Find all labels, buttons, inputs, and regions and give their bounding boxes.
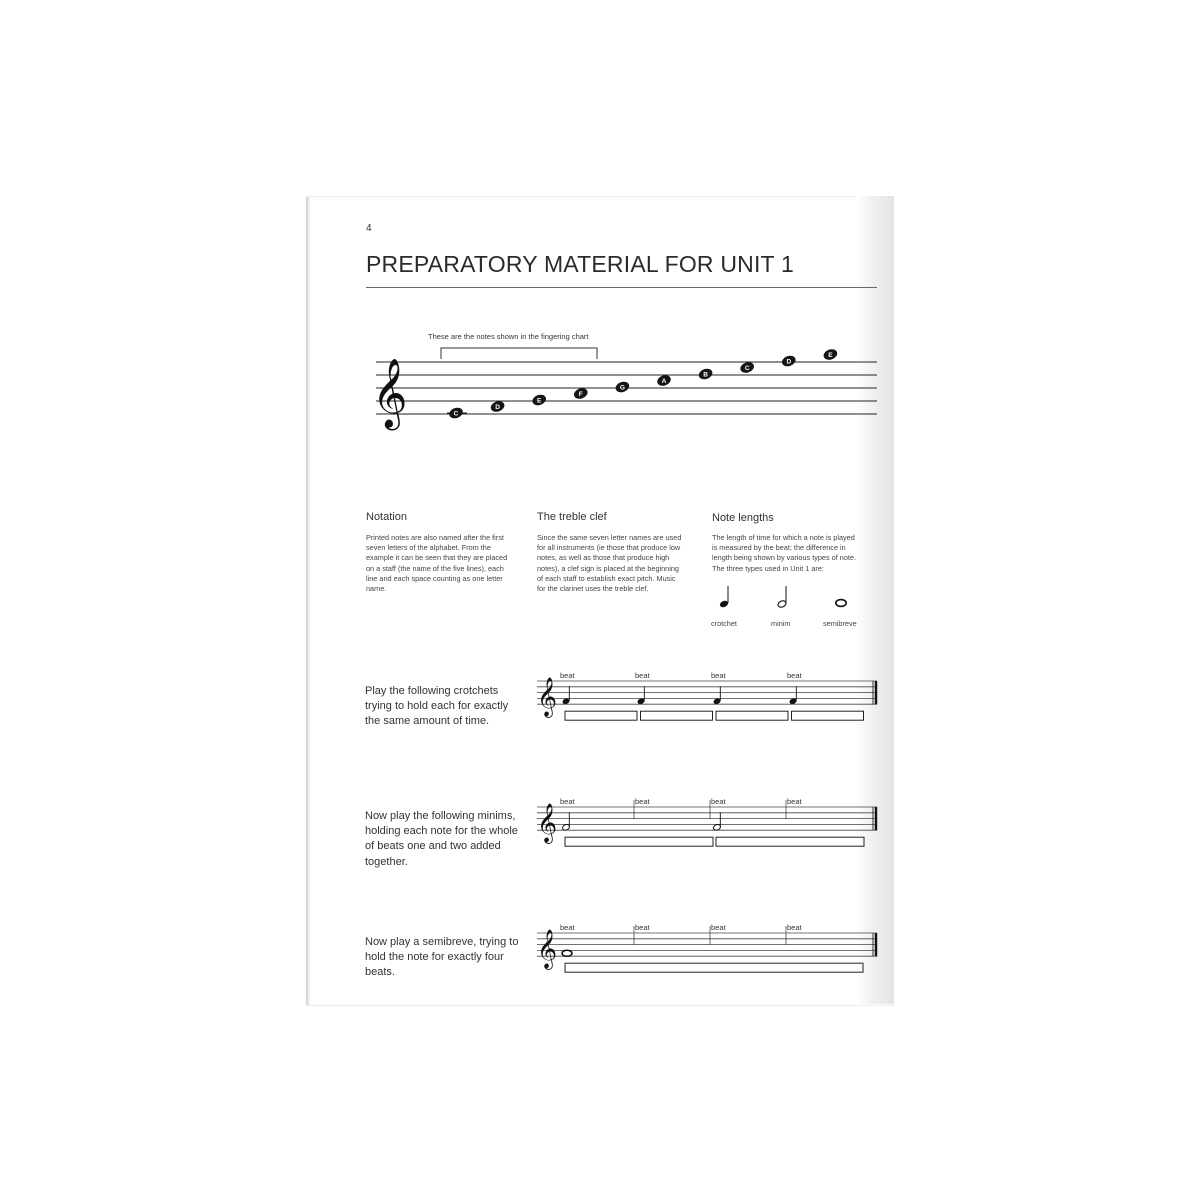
column-text-line: The length of time for which a note is played	[712, 533, 855, 542]
column-heading: Notation	[366, 511, 407, 523]
minim-note	[562, 812, 571, 831]
beat-label: beat	[635, 671, 650, 680]
duration-box	[716, 711, 788, 720]
beat-label: beat	[560, 923, 575, 932]
column-text-line: name.	[366, 584, 387, 594]
beat-label: beat	[560, 671, 575, 680]
column-text-line: for all instruments (ie those that produce low	[537, 543, 681, 553]
exercise-text-line: Now play the following minims,	[365, 810, 516, 822]
treble-clef-icon: 𝄞	[537, 929, 558, 970]
crotchet-note	[789, 686, 798, 705]
duration-box	[565, 711, 637, 720]
exercise-text-line: the same amount of time.	[365, 715, 490, 728]
exercise-staff	[537, 671, 877, 720]
scale-note-letter: E	[537, 397, 542, 405]
treble-clef-icon: 𝄞	[537, 803, 558, 844]
scale-note-letter: D	[786, 358, 792, 366]
beat-label: beat	[787, 797, 802, 806]
beat-label: beat	[560, 797, 575, 806]
column-text-line: line and each space counting as one letter	[366, 573, 503, 583]
crotchet-note	[562, 686, 571, 705]
column-heading: The treble clef	[537, 511, 607, 523]
exercise-text-line: hold the note for exactly four	[365, 951, 504, 964]
column-text-line: of each staff to establish exact pitch. Music	[537, 573, 676, 583]
exercise-text-line: Play the following crotchets	[365, 685, 499, 697]
column-text-line: for the clarinet uses the treble clef.	[537, 584, 649, 594]
crotchet-note	[713, 686, 722, 705]
exercise-text-line: Now play a semibreve, trying to	[365, 936, 519, 948]
note-type-label: crotchet	[711, 619, 737, 628]
column-text-line: notes), a clef sign is placed at the beginning	[537, 563, 679, 573]
beat-label: beat	[711, 923, 726, 932]
column-text-line: Printed notes are also named after the first	[366, 533, 504, 542]
scale-note-letter: B	[703, 371, 708, 379]
column-text-line: is measured by the beat; the difference in	[712, 543, 846, 553]
note-type-label: minim	[771, 619, 791, 628]
duration-box	[565, 837, 713, 846]
beat-label: beat	[787, 671, 802, 680]
page-number: 4	[366, 223, 372, 234]
exercise-staff	[537, 923, 877, 972]
beat-label: beat	[787, 923, 802, 932]
beat-label: beat	[635, 797, 650, 806]
column-text-line: on a staff (the name of the five lines), each	[366, 563, 504, 573]
column-text-line: Since the same seven letter names are used	[537, 533, 682, 542]
column-text-line: length being shown by various types of note.	[712, 553, 857, 563]
duration-box	[716, 837, 864, 846]
minim-note	[713, 812, 722, 831]
column-text-line: notes, as well as those that produce high	[537, 553, 670, 563]
duration-box	[792, 711, 864, 720]
exercise-text-line: together.	[365, 855, 408, 868]
treble-clef-icon: 𝄞	[537, 677, 558, 718]
scale-note-letter: C	[453, 410, 459, 418]
page-title: PREPARATORY MATERIAL FOR UNIT 1	[366, 251, 794, 277]
exercise-text-line: beats.	[365, 966, 395, 979]
exercise-text-line: trying to hold each for exactly	[365, 700, 509, 713]
exercise-text-line: of beats one and two added	[365, 840, 501, 853]
bracket-caption: These are the notes shown in the fingering chart	[428, 332, 589, 341]
scale-note-letter: D	[495, 403, 500, 411]
scale-note-letter: F	[578, 390, 583, 398]
scale-note-letter: C	[744, 364, 750, 372]
semibreve-note	[562, 950, 572, 956]
beat-label: beat	[711, 671, 726, 680]
exercise-staff	[537, 797, 877, 846]
treble-clef-icon: 𝄞	[372, 358, 408, 428]
beat-label: beat	[635, 923, 650, 932]
scale-note-letter: E	[828, 351, 833, 359]
column-text-line: seven letters of the alphabet. From the	[366, 543, 491, 553]
crotchet-note	[637, 686, 646, 705]
scale-note-letter: A	[661, 377, 667, 385]
column-text-line: example it can be seen that they are placed	[366, 553, 508, 563]
exercise-text-line: holding each note for the whole	[365, 825, 518, 838]
column-text-line: The three types used in Unit 1 are:	[712, 563, 824, 573]
note-type-label: semibreve	[823, 619, 857, 628]
beat-label: beat	[711, 797, 726, 806]
duration-box	[565, 963, 863, 972]
duration-box	[641, 711, 713, 720]
scale-note-letter: G	[619, 384, 625, 392]
column-heading: Note lengths	[712, 512, 774, 524]
